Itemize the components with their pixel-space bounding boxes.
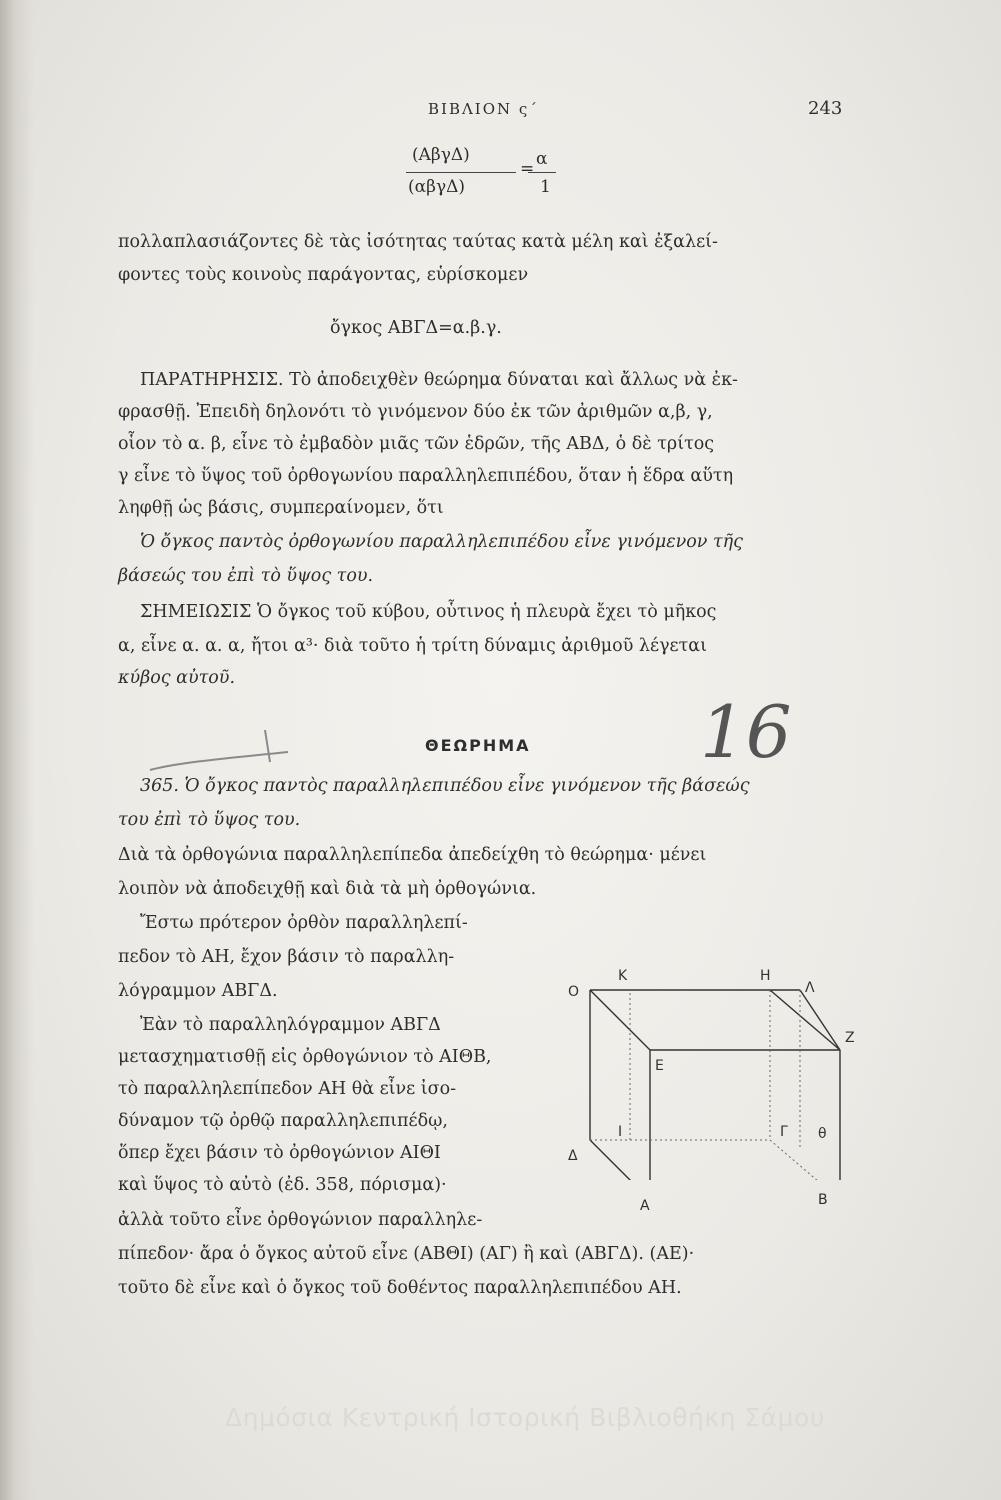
remark-line: οἷον τὸ α. β, εἶνε τὸ ἐμβαδὸν μιᾶς τῶν ἑδρῶν, τῆς ΑΒΔ, ὁ δὲ τρίτος xyxy=(118,434,715,454)
running-header: ΒΙΒΛΙΟΝ ς΄ xyxy=(428,100,539,118)
theorem-heading: ΘΕΩΡΗΜΑ xyxy=(425,736,531,755)
formula-numerator-left: (ΑβγΔ) xyxy=(412,145,470,165)
body-line: δύναμον τῷ ὀρθῷ παραλληλεπιπέδῳ, xyxy=(118,1111,448,1131)
parallelepiped-figure xyxy=(560,960,860,1180)
remark-line: γ εἶνε τὸ ὕψος τοῦ ὀρθογωνίου παραλληλεπιπέδου, ὅταν ἡ ἕδρα αὕτη xyxy=(118,466,734,486)
body-line: Ἐὰν τὸ παραλληλόγραμμον ΑΒΓΔ xyxy=(140,1015,441,1035)
body-line: λοιπὸν νὰ ἀποδειχθῇ καὶ διὰ τὰ μὴ ὀρθογώνια. xyxy=(118,879,537,899)
handwritten-number: 16 xyxy=(700,690,792,774)
text-line: φοντες τοὺς κοινοὺς παράγοντας, εὑρίσκομεν xyxy=(118,265,529,285)
figure-label-b: B xyxy=(818,1192,828,1208)
figure-label-h: H xyxy=(760,968,771,984)
formula-numerator-right: α xyxy=(536,149,548,169)
page-binding-shadow xyxy=(0,0,34,1500)
figure-label-delta: Δ xyxy=(568,1148,578,1164)
body-line: ἀλλὰ τοῦτο εἶνε ὀρθογώνιον παραλληλε- xyxy=(118,1210,483,1230)
body-line: ὅπερ ἔχει βάσιν τὸ ὀρθογώνιον ΑΙΘΙ xyxy=(118,1143,441,1163)
figure-label-o: Ο xyxy=(568,984,580,1000)
remark-italic-line: βάσεώς του ἐπὶ τὸ ὕψος του. xyxy=(118,566,374,586)
figure-label-theta: θ xyxy=(818,1126,827,1142)
body-line: τὸ παραλληλεπίπεδον ΑΗ θὰ εἶνε ἰσο- xyxy=(118,1079,457,1099)
formula-denominator-right: 1 xyxy=(540,177,551,197)
fraction-bar-left xyxy=(406,172,516,173)
ratio-formula xyxy=(400,145,560,205)
body-line: μετασχηματισθῇ εἰς ὀρθογώνιον τὸ ΑΙΘΒ, xyxy=(118,1047,492,1067)
body-line: πεδον τὸ ΑΗ, ἔχον βάσιν τὸ παραλλη- xyxy=(118,947,455,967)
page-number: 243 xyxy=(808,98,843,119)
body-line: καὶ ὕψος τὸ αὐτὸ (ἐδ. 358, πόρισμα)· xyxy=(118,1175,447,1195)
figure-label-z: Z xyxy=(845,1030,855,1046)
formula-equals: = xyxy=(520,159,535,179)
body-line: πίπεδον· ἄρα ὁ ὄγκος αὐτοῦ εἶνε (ΑΒΘΙ) (ΑΓ) ἢ καὶ (ΑΒΓΔ). (ΑΕ)· xyxy=(118,1244,695,1264)
remark-line: ΠΑΡΑΤΗΡΗΣΙΣ. Τὸ ἀποδειχθὲν θεώρημα δύναται καὶ ἄλλως νὰ ἐκ- xyxy=(140,370,738,390)
theorem-statement-line: 365. Ὁ ὄγκος παντὸς παραλληλεπιπέδου εἶνε γινόμενον τῆς βάσεώς xyxy=(140,776,750,796)
fraction-bar-right xyxy=(528,172,556,173)
figure-label-a: A xyxy=(640,1198,650,1214)
body-line: Διὰ τὰ ὀρθογώνια παραλληλεπίπεδα ἀπεδείχθη τὸ θεώρημα· μένει xyxy=(118,845,707,865)
remark-line: ληφθῇ ὡς βάσις, συμπεραίνομεν, ὅτι xyxy=(118,498,444,518)
theorem-statement-line: του ἐπὶ τὸ ὕψος του. xyxy=(118,810,301,830)
volume-equation: ὄγκος ΑΒΓΔ=α.β.γ. xyxy=(330,318,502,338)
figure-label-k: K xyxy=(618,968,628,984)
handwritten-pencil-mark xyxy=(140,722,300,782)
note-line: ΣΗΜΕΙΩΣΙΣ Ὁ ὄγκος τοῦ κύβου, οὗτινος ἡ πλευρὰ ἔχει τὸ μῆκος xyxy=(140,602,717,622)
note-line: κύβος αὐτοῦ. xyxy=(118,668,236,688)
text-line: πολλαπλασιάζοντες δὲ τὰς ἰσότητας ταύτας κατὰ μέλη καὶ ἐξαλεί- xyxy=(118,232,718,252)
body-line: λόγραμμον ΑΒΓΔ. xyxy=(118,981,278,1001)
figure-label-gamma: Γ xyxy=(780,1124,788,1140)
formula-denominator-left: (αβγΔ) xyxy=(408,177,466,197)
remark-line: φρασθῇ. Ἐπειδὴ δηλονότι τὸ γινόμενον δύο ἐκ τῶν ἀριθμῶν α,β, γ, xyxy=(118,402,713,422)
figure-label-e: E xyxy=(655,1058,664,1074)
figure-label-lambda: Λ xyxy=(805,980,815,996)
note-line: α, εἶνε α. α. α, ἤτοι α³· διὰ τοῦτο ἡ τρίτη δύναμις ἀριθμοῦ λέγεται xyxy=(118,636,707,656)
library-watermark: Δημόσια Κεντρική Ιστορική Βιβλιοθήκη Σάμου xyxy=(225,1403,825,1432)
body-line: τοῦτο δὲ εἶνε καὶ ὁ ὄγκος τοῦ δοθέντος παραλληλεπιπέδου ΑΗ. xyxy=(118,1278,682,1298)
body-line: Ἔστω πρότερον ὀρθὸν παραλληλεπί- xyxy=(140,913,468,933)
figure-label-i: I xyxy=(618,1124,623,1140)
remark-italic-line: Ὁ ὄγκος παντὸς ὀρθογωνίου παραλληλεπιπέδου εἶνε γινόμενον τῆς xyxy=(140,532,743,552)
